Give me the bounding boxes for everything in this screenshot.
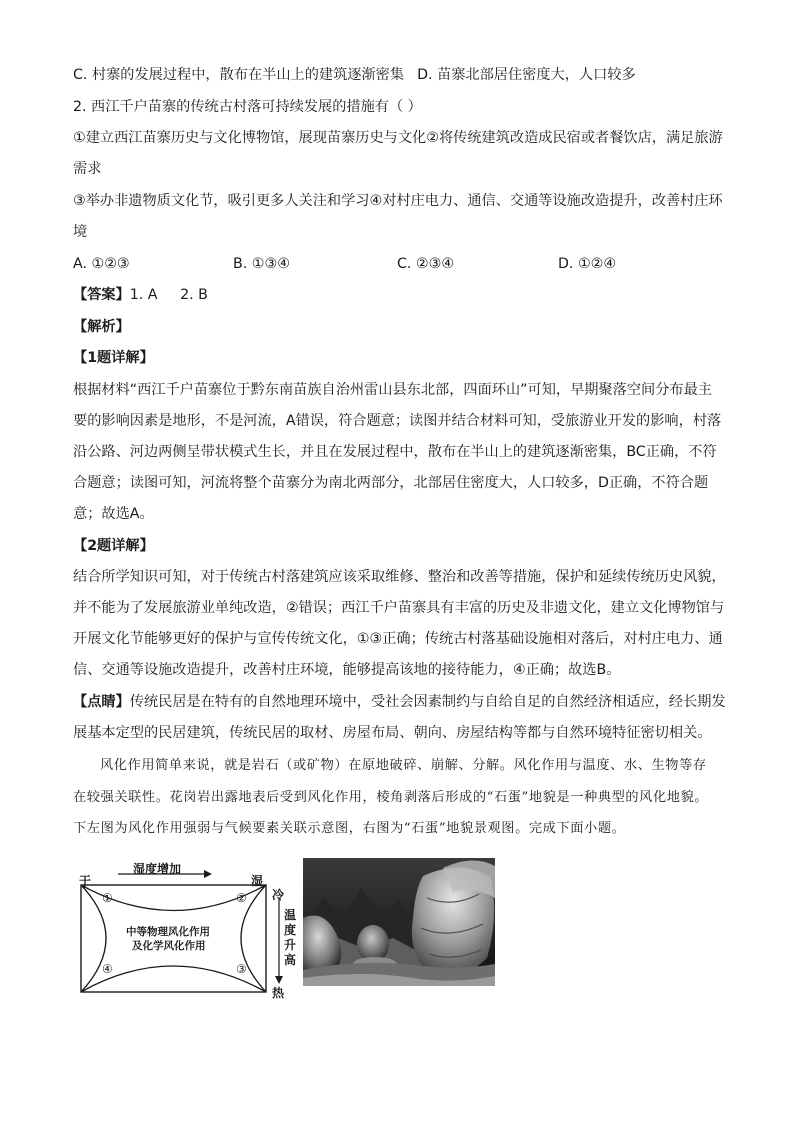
detail1-line: 合题意；读图可知，河流将整个苗寨分为南北两部分，北部居住密度大，人口较多，D正确，不符合题 [73,475,709,491]
q1-option-d: D. 苗寨北部居住密度大，人口较多 [417,67,636,83]
dry-label: 干 [79,874,92,888]
q2-option-a: A. ①②③ [73,256,130,272]
q2-statement-line2: ③举办非遗物质文化节，吸引更多人关注和学习④对村庄电力、通信、交通等设施改造提升，改善村庄环 [73,193,723,209]
zone-2-label: ② [236,891,247,905]
detail2-line: 开展文化节能够更好的保护与宣传传统文化，①③正确；传统古村落基础设施相对落后，对村庄电力、通 [73,631,723,647]
temp-char: 温 [284,908,297,922]
temp-char: 高 [284,953,297,967]
q2-statement-line1-cont: 需求 [73,161,102,177]
q2-option-c: C. ②③④ [397,256,455,272]
detail1-line: 根据材料“西江千户苗寨位于黔东南苗族自治州雷山县东北部，四面环山”可知，早期聚落空间分布最主 [73,382,712,398]
tip-line2: 展基本定型的民居建筑，传统民居的取材、房屋布局、朝向、房屋结构等都与自然环境特征密切相关。 [73,725,712,741]
detail1-line: 要的影响因素是地形，不是河流，A错误，符合题意；读图并结合材料可知，受旅游业开发的影响，村落 [73,413,722,429]
zone-3-label: ③ [236,962,247,976]
center-label-line1: 中等物理风化作用 [126,926,210,938]
detail1-heading: 【1题详解】 [73,350,154,366]
tip-text: 传统民居是在特有的自然地理环境中，受社会因素制约与自给自足的自然经济相适应，经长期发 [129,694,726,710]
passage-line: 在较强关联性。花岗岩出露地表后受到风化作用，棱角剥落后形成的“石蛋”地貌是一种典型的风化地貌。 [73,790,709,805]
temp-char: 度 [284,923,297,937]
humidity-label: 湿度增加 [133,862,182,876]
passage-line: 风化作用简单来说，就是岩石（或矿物）在原地破碎、崩解、分解。风化作用与温度、水、生物等存 [100,758,707,773]
detail2-line: 并不能为了发展旅游业单纯改造，②错误；西江千户苗寨具有丰富的历史及非遗文化，建立文化博物馆与 [73,600,725,616]
tip-label: 【点睛】 [73,694,130,710]
temp-char: 升 [284,938,297,952]
photo-svg [303,858,495,986]
answer-line [73,284,733,306]
wet-label: 湿 [251,874,264,888]
zone-1-label: ① [102,891,113,905]
q2-statement-line2-cont: 境 [73,224,88,240]
temperature-arrow-head [275,976,283,984]
center-label-line2: 及化学风化作用 [132,940,206,952]
stone-egg-landform-photo [303,858,495,986]
detail2-line: 信、交通等设施改造提升，改善村庄环境，能够提高该地的接待能力，④正确；故选B。 [73,662,621,678]
passage-line: 下左图为风化作用强弱与气候要素关联示意图，右图为“石蛋”地貌景观图。完成下面小题。 [73,821,626,836]
humidity-arrow-head [204,870,212,878]
cold-label: 冷 [272,888,285,902]
detail1-line: 意；故选A。 [73,506,154,522]
analysis-label: 【解析】 [73,319,130,335]
answer-value: 1. A 2. B [129,287,208,303]
hot-label: 热 [272,986,285,1000]
q1-option-line [73,64,733,86]
q1-option-c: C. 村寨的发展过程中，散布在半山上的建筑逐渐密集 [73,67,405,83]
detail2-line: 结合所学知识可知，对于传统古村落建筑应该采取维修、整治和改善等措施，保护和延续传统历史风貌， [73,569,726,585]
answer-label: 【答案】 [73,287,130,303]
weathering-climate-diagram [76,858,298,998]
detail2-heading: 【2题详解】 [73,538,154,554]
detail1-line: 沿公路、河边两侧呈带状模式生长，并且在发展过程中，散布在半山上的建筑逐渐密集，BC正确，不符 [73,444,717,460]
q2-option-d: D. ①②④ [558,256,617,272]
q2-option-b: B. ①③④ [233,256,290,272]
zone-4-label: ④ [102,962,113,976]
tip-line1 [73,691,733,713]
q2-stem: 2. 西江千户苗寨的传统古村落可持续发展的措施有（ ） [73,99,422,115]
q2-statement-line1: ①建立西江苗寨历史与文化博物馆，展现苗寨历史与文化②将传统建筑改造成民宿或者餐饮店，满足旅游 [73,130,723,146]
